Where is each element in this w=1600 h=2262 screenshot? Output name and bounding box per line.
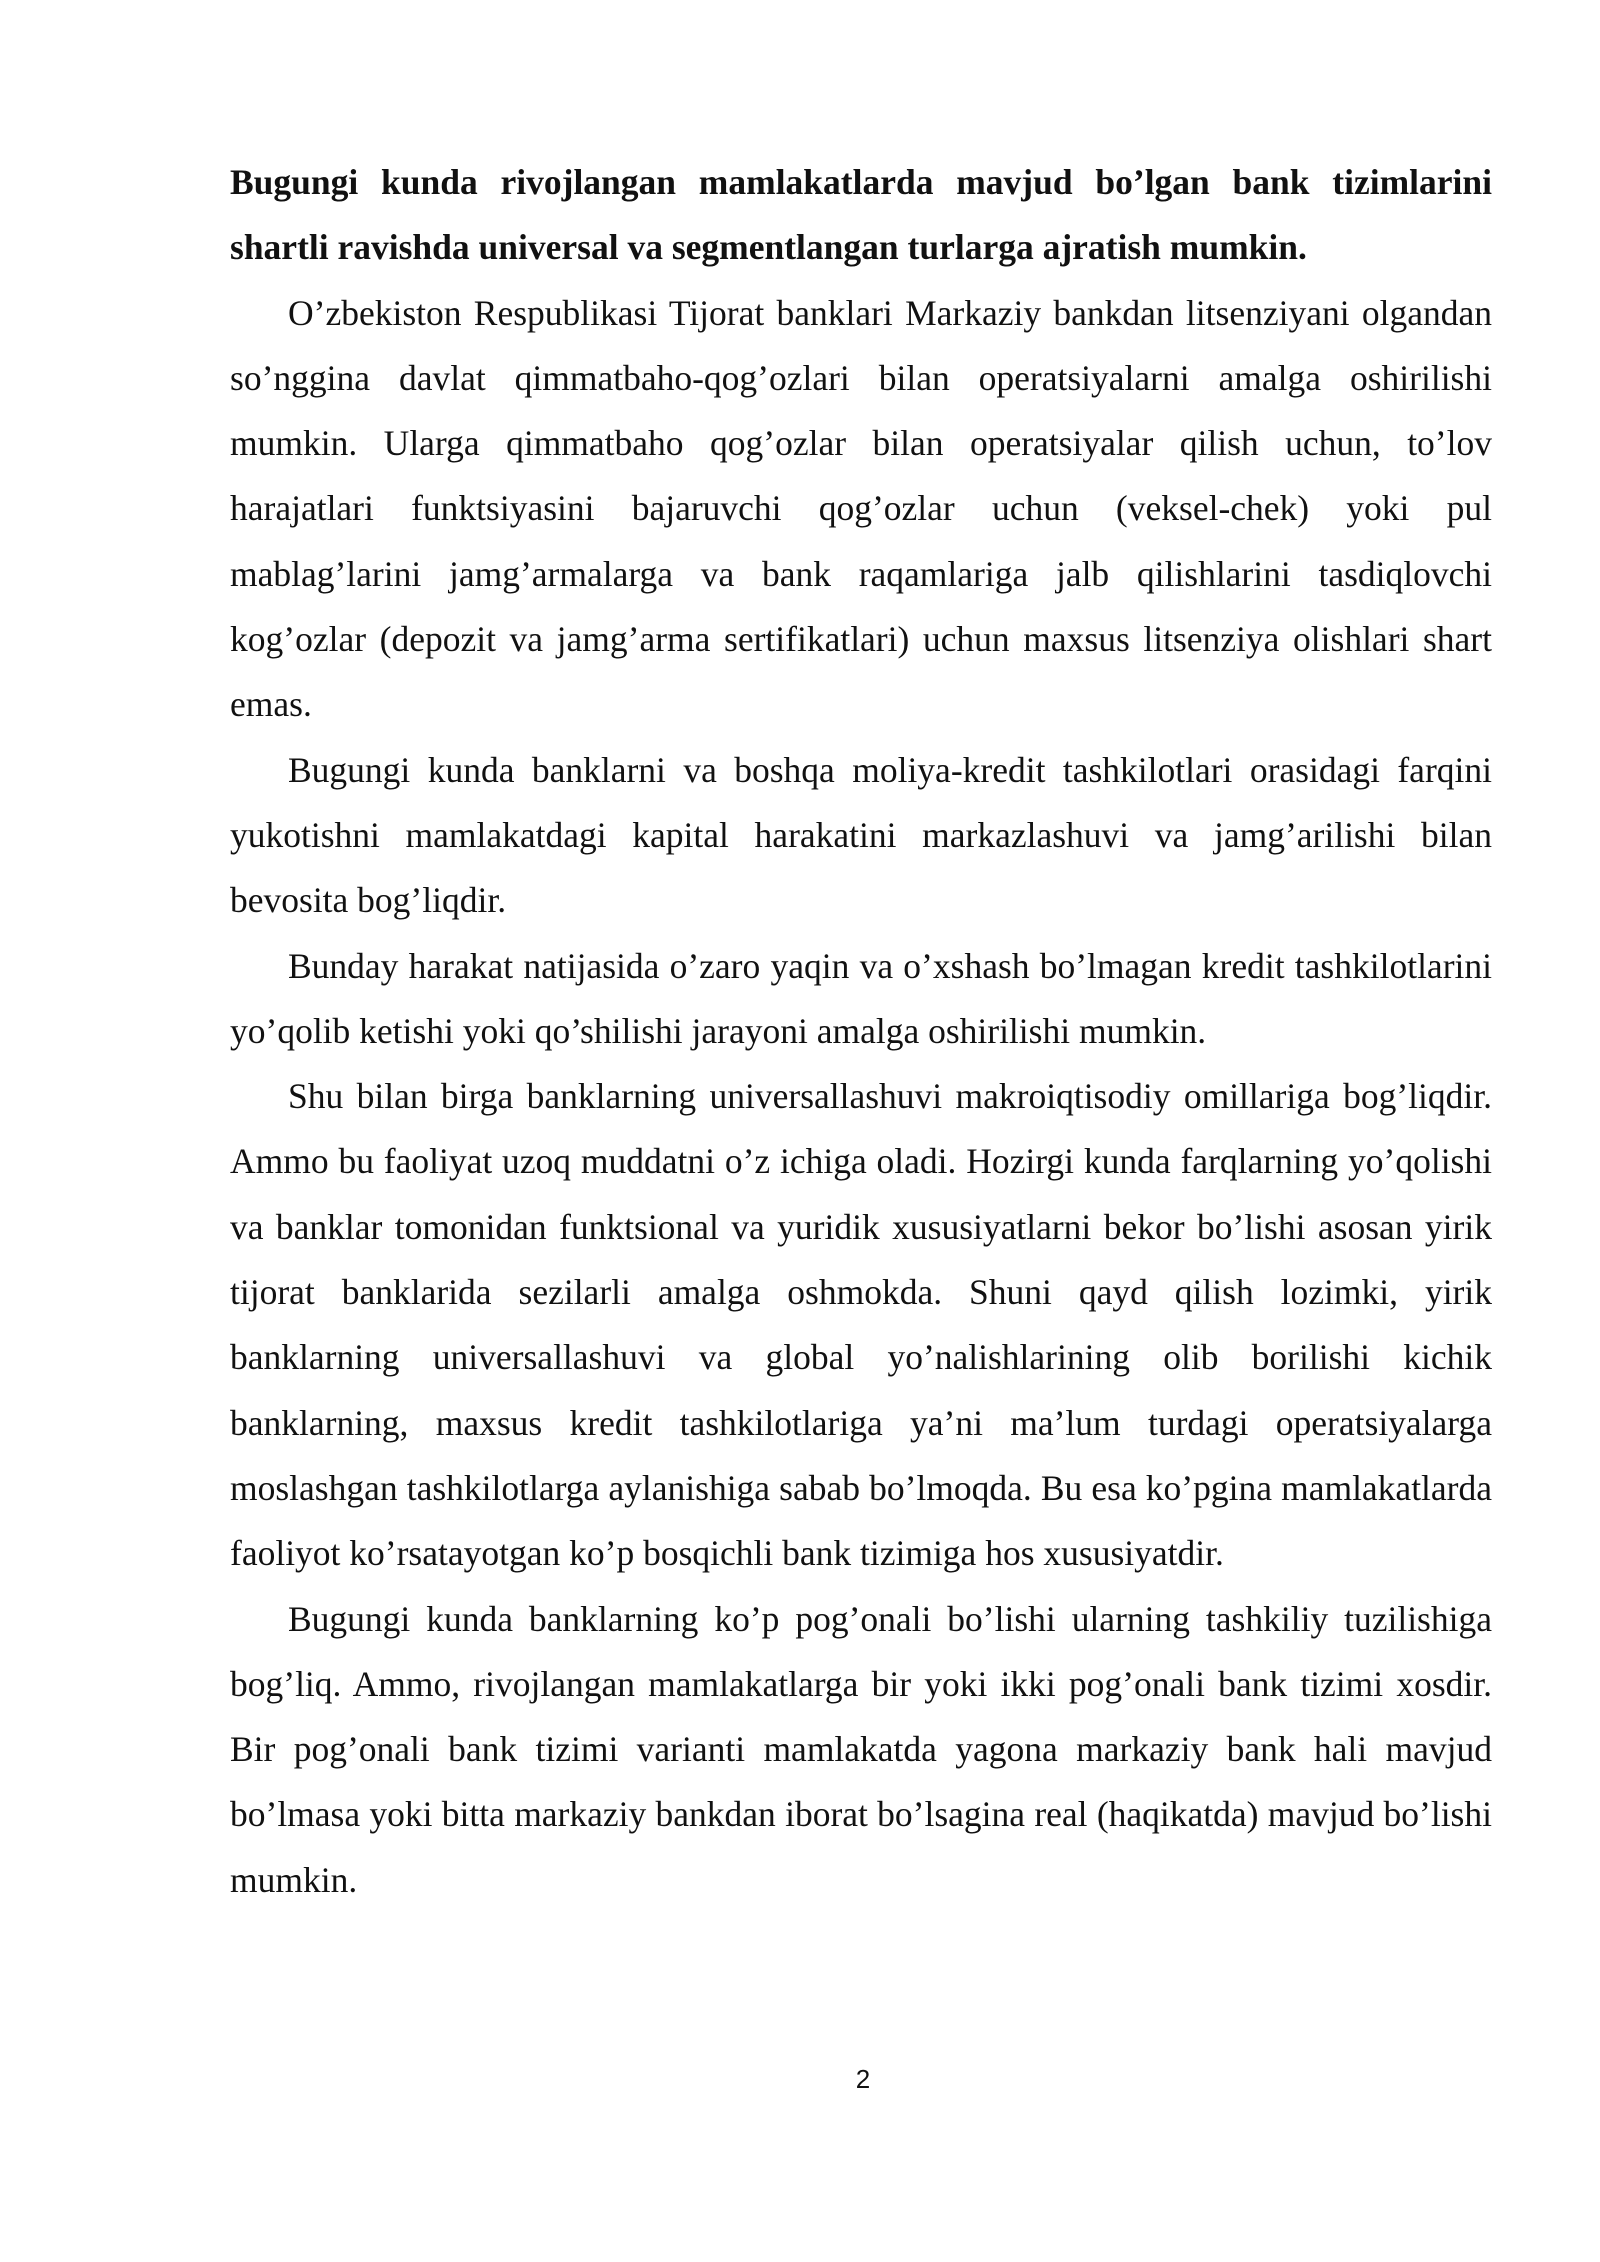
document-body [230,150,1492,1913]
paragraph: Shu bilan birga banklarning universallashuvi makroiqtisodiy omillariga bog’liqdir. Ammo bu faoliyat uzoq muddatni o’z ichiga oladi. Hozirgi kunda farqlarning yo’qolishi va banklar tomonidan funktsional va yuridik xususiyatlarni bekor bo’lishi asosan yirik tijorat banklarida sezilarli amalga oshmokda. Shuni qayd qilish lozimki, yirik banklarning universallashuvi va global yo’nalishlarining olib borilishi kichik banklarning, maxsus kredit tashkilotlariga ya’ni ma’lum turdagi operatsiyalarga moslashgan tashkilotlarga aylanishiga sabab bo’lmoqda. Bu esa ko’pgina mamlakatlarda faoliyot ko’rsatayotgan ko’p bosqichli bank tizimiga hos xususiyatdir. [230,1076,1492,1574]
paragraph: O’zbekiston Respublikasi Tijorat banklari Markaziy bankdan litsenziyani olgandan so’nggina davlat qimmatbaho-qog’ozlari bilan operatsiyalarni amalga oshirilishi mumkin. Ularga qimmatbaho qog’ozlar bilan operatsiyalar qilish uchun, to’lov harajatlari funktsiyasini bajaruvchi qog’ozlar uchun (veksel-chek) yoki pul mablag’larini jamg’armalarga va bank raqamlariga jalb qilishlarini tasdiqlovchi kog’ozlar (depozit va jamg’arma sertifikatlari) uchun maxsus litsenziya olishlari shart emas. [230,292,1492,725]
section-heading: Bugungi kunda rivojlangan mamlakatlarda mavjud bo’lgan bank tizimlarini shartli ravishda universal va segmentlangan turlarga ajratish mumkin. [230,162,1492,268]
paragraph: Bugungi kunda banklarning ko’p pog’onali bo’lishi ularning tashkiliy tuzilishiga bog’liq. Ammo, rivojlangan mamlakatlarga bir yoki ikki pog’onali bank tizimi xosdir. Bir pog’onali bank tizimi varianti mamlakatda yagona markaziy bank hali mavjud bo’lmasa yoki bitta markaziy bankdan iborat bo’lsagina real (haqikatda) mavjud bo’lishi mumkin. [230,1598,1492,1900]
paragraph: Bunday harakat natijasida o’zaro yaqin va o’xshash bo’lmagan kredit tashkilotlarini yo’qolib ketishi yoki qo’shilishi jarayoni amalga oshirilishi mumkin. [230,945,1492,1051]
page-number: 2 [855,2064,871,2094]
paragraph: Bugungi kunda banklarni va boshqa moliya-kredit tashkilotlari orasidagi farqini yukotishni mamlakatdagi kapital harakatini markazlashuvi va jamg’arilishi bilan bevosita bog’liqdir. [230,749,1492,921]
